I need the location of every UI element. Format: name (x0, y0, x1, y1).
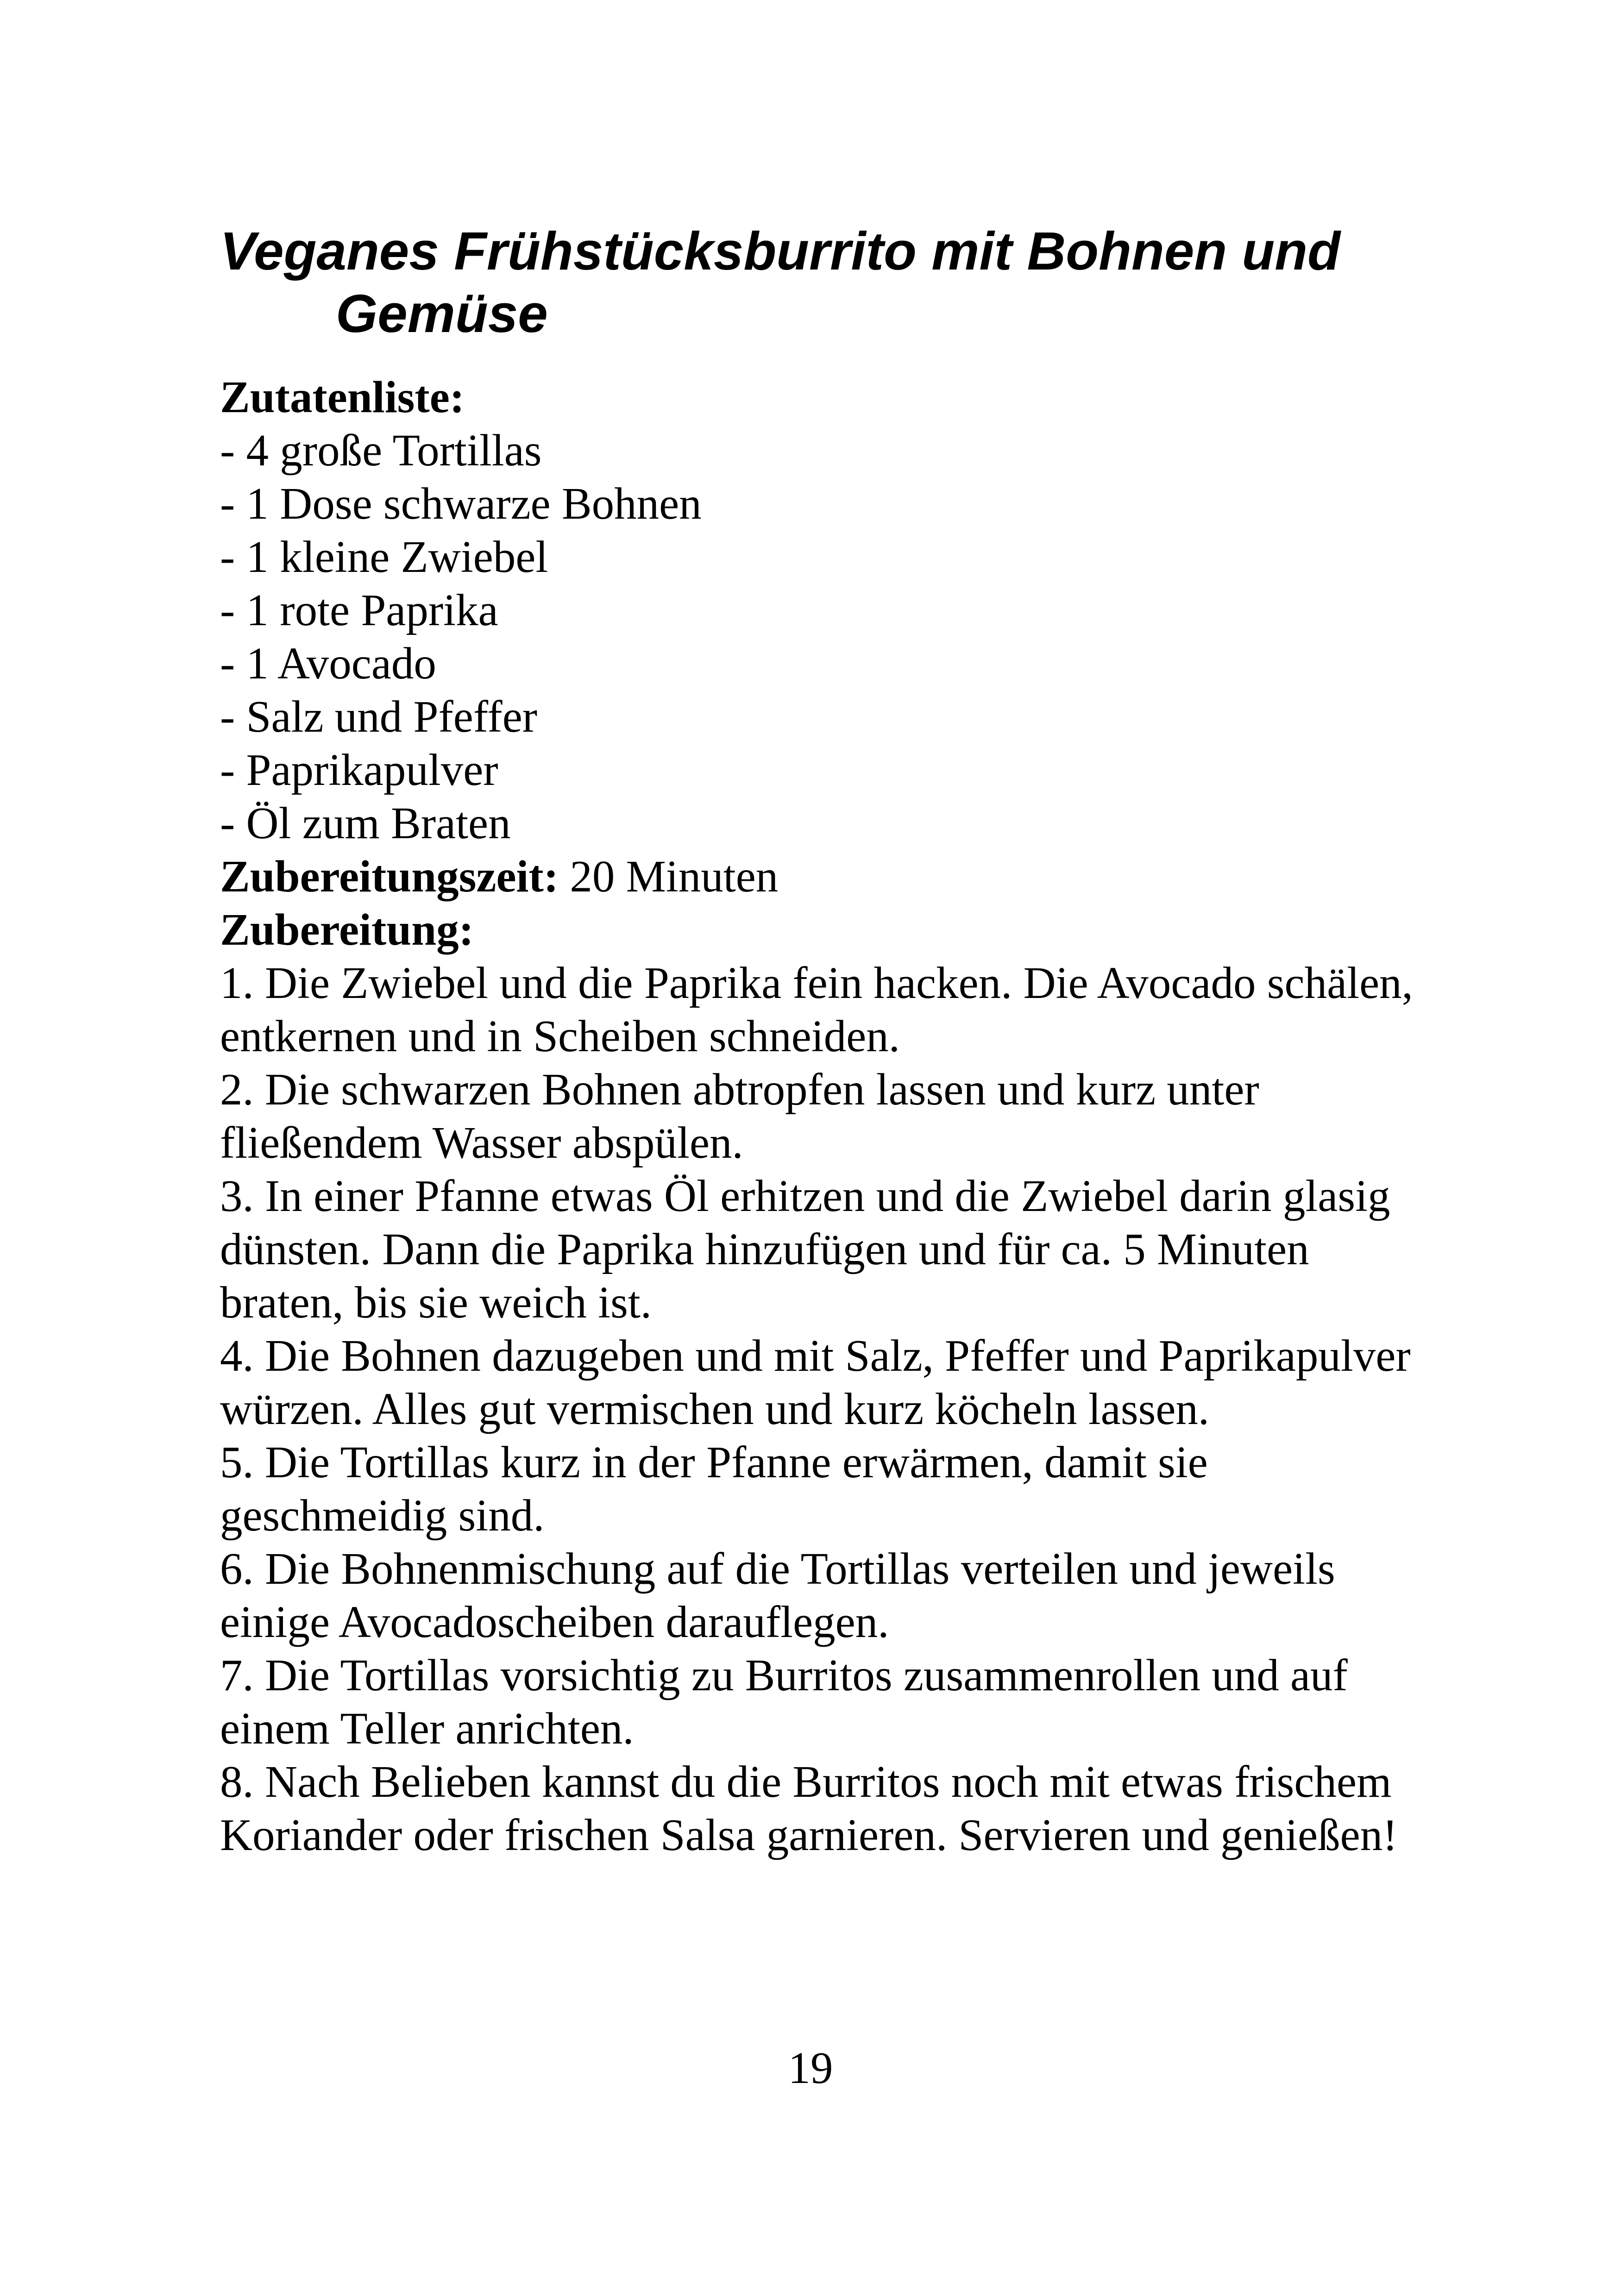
ingredient-item: - Öl zum Braten (220, 798, 511, 848)
recipe-title: Veganes Frühstücksburrito mit Bohnen und Gemüse (220, 221, 1341, 344)
page-number: 19 (788, 2043, 833, 2093)
prep-time-value: 20 Minuten (559, 852, 779, 901)
prep-time-label: Zubereitungszeit: (220, 852, 559, 901)
step-item: 1. Die Zwiebel und die Paprika fein hacken. Die Avocado schälen, entkernen und in Scheiben schneiden. (220, 958, 1413, 1061)
ingredient-item: - 1 rote Paprika (220, 585, 498, 635)
recipe-body (220, 370, 1433, 1862)
ingredient-item: - 1 Avocado (220, 639, 436, 688)
step-item: 6. Die Bohnenmischung auf die Tortillas verteilen und jeweils einige Avocadoscheiben darauflegen. (220, 1544, 1335, 1647)
ingredient-item: - 1 kleine Zwiebel (220, 532, 548, 582)
ingredient-item: - 4 große Tortillas (220, 426, 542, 475)
step-item: 4. Die Bohnen dazugeben und mit Salz, Pfeffer und Paprikapulver würzen. Alles gut vermischen und kurz köcheln lassen. (220, 1331, 1411, 1434)
step-item: 7. Die Tortillas vorsichtig zu Burritos zusammenrollen und auf einem Teller anrichten. (220, 1650, 1348, 1753)
prep-time (220, 850, 1433, 903)
step-item: 8. Nach Belieben kannst du die Burritos noch mit etwas frischem Koriander oder frischen Salsa garnieren. Servieren und genießen! (220, 1757, 1398, 1860)
step-item: 5. Die Tortillas kurz in der Pfanne erwärmen, damit sie geschmeidig sind. (220, 1437, 1208, 1540)
step-item: 3. In einer Pfanne etwas Öl erhitzen und die Zwiebel darin glasig dünsten. Dann die Paprika hinzufügen und für ca. 5 Minuten braten, bis sie weich ist. (220, 1171, 1390, 1327)
ingredient-item: - Paprikapulver (220, 745, 498, 795)
ingredients-heading: Zutatenliste: (220, 372, 465, 422)
step-item: 2. Die schwarzen Bohnen abtropfen lassen und kurz unter fließendem Wasser abspülen. (220, 1065, 1259, 1167)
ingredient-item: - Salz und Pfeffer (220, 692, 538, 741)
ingredient-item: - 1 Dose schwarze Bohnen (220, 479, 702, 528)
steps-heading: Zubereitung: (220, 905, 474, 954)
